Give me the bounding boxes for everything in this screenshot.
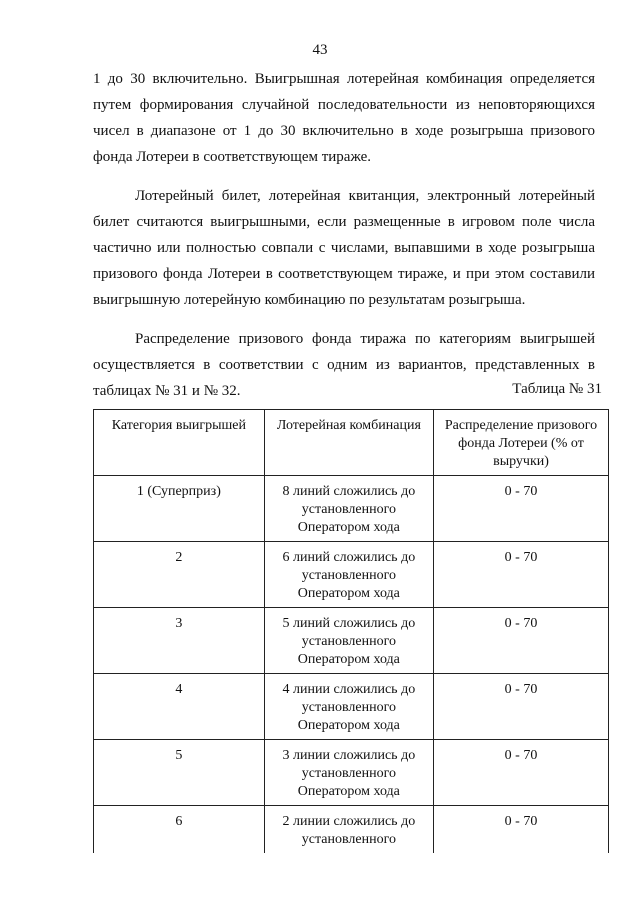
table-row <box>94 806 609 854</box>
cell-category: 3 <box>94 608 265 674</box>
cell-combination: 4 линии сложились до установленного Оператором хода <box>264 674 433 740</box>
table-row <box>94 542 609 608</box>
cell-category: 2 <box>94 542 265 608</box>
cell-category: 6 <box>94 806 265 854</box>
paragraph-2: Лотерейный билет, лотерейная квитанция, электронный лотерейный билет считаются выигрышными, если размещенные в игровом поле числа частично или полностью совпали с числами, выпавшими в ходе розыгрыша призового фонда Лотереи в соответствующем тираже, и при этом составили выигрышную лотерейную комбинацию по результатам розыгрыша. <box>93 188 595 308</box>
paragraph-3: Распределение призового фонда тиража по категориям выигрышей осуществляется в соответствии с одним из вариантов, представленных в таблицах № 31 и № 32. <box>93 331 595 399</box>
cell-distribution: 0 - 70 <box>434 476 609 542</box>
cell-combination: 5 линий сложились до установленного Оператором хода <box>264 608 433 674</box>
cell-category: 4 <box>94 674 265 740</box>
page-number: 43 <box>312 42 328 58</box>
cell-combination: 6 линий сложились до установленного Оператором хода <box>264 542 433 608</box>
table-row <box>94 740 609 806</box>
cell-distribution: 0 - 70 <box>434 806 609 854</box>
header-distribution: Распределение призового фонда Лотереи (% от выручки) <box>434 410 609 476</box>
table-caption: Таблица № 31 <box>512 381 602 397</box>
cell-combination: 8 линий сложились до установленного Оператором хода <box>264 476 433 542</box>
cell-distribution: 0 - 70 <box>434 608 609 674</box>
cell-distribution: 0 - 70 <box>434 674 609 740</box>
table-header-row <box>94 410 609 476</box>
table-row <box>94 674 609 740</box>
cell-category: 1 (Суперприз) <box>94 476 265 542</box>
cell-combination: 2 линии сложились до установленного <box>264 806 433 854</box>
cell-category: 5 <box>94 740 265 806</box>
header-combination: Лотерейная комбинация <box>264 410 433 476</box>
header-category: Категория выигрышей <box>94 410 265 476</box>
table-row <box>94 476 609 542</box>
body-text <box>93 66 595 404</box>
table-row <box>94 608 609 674</box>
cell-combination: 3 линии сложились до установленного Оператором хода <box>264 740 433 806</box>
prize-distribution-table <box>93 409 609 853</box>
paragraph-1: 1 до 30 включительно. Выигрышная лотерейная комбинация определяется путем формирования случайной последовательности из неповторяющихся чисел в диапазоне от 1 до 30 включительно в ходе розыгрыша призового фонда Лотереи в соответствующем тираже. <box>93 71 595 165</box>
cell-distribution: 0 - 70 <box>434 542 609 608</box>
cell-distribution: 0 - 70 <box>434 740 609 806</box>
